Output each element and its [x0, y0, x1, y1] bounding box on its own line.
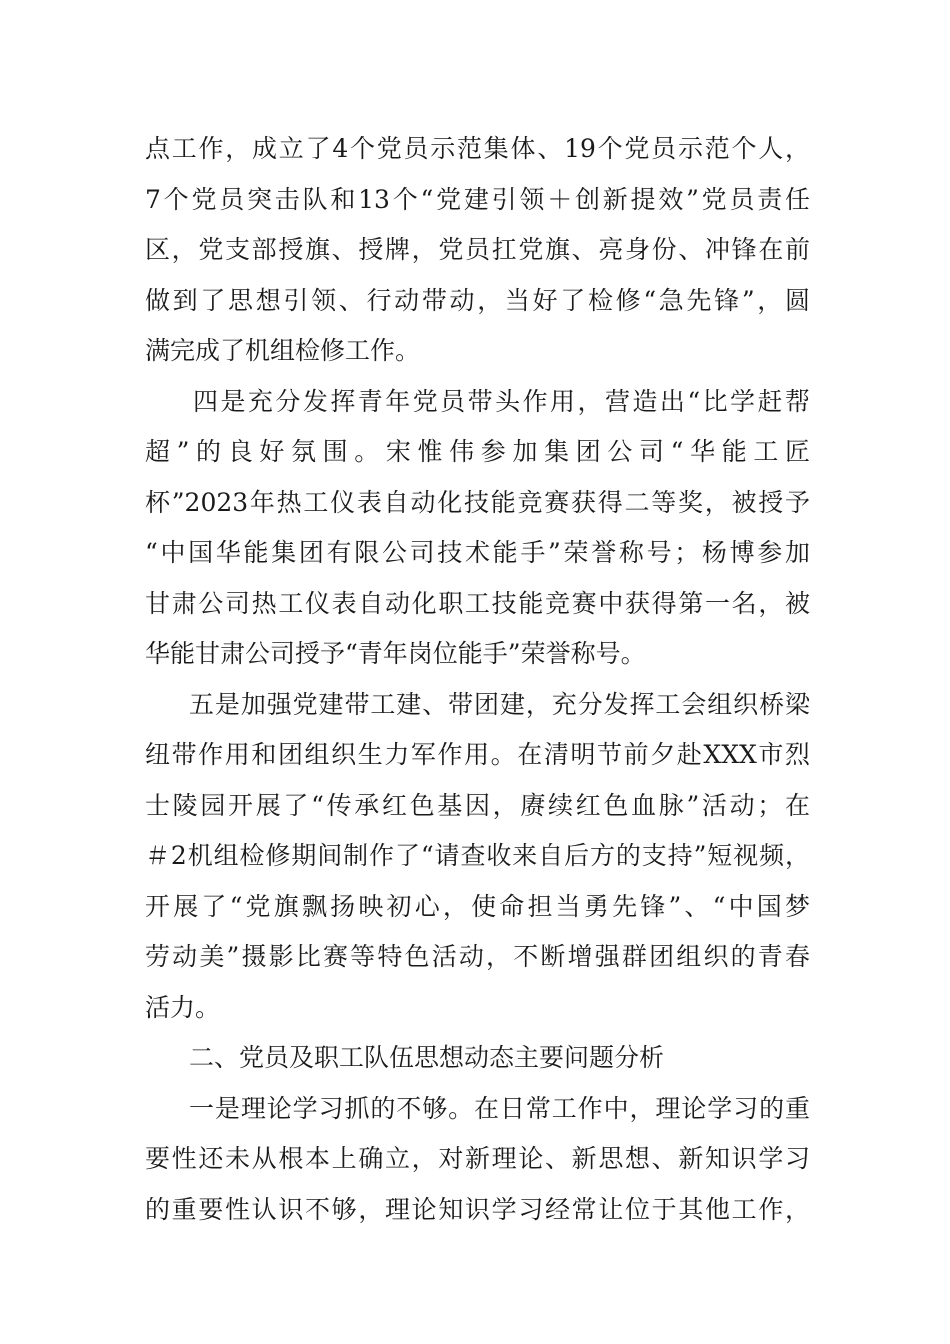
text-line: 7个党员突击队和13个“党建引领＋创新提效”党员责任	[145, 184, 810, 214]
text-line: 的重要性认识不够，理论知识学习经常让位于其他工作，	[145, 1194, 810, 1224]
paragraph-start-line: 五是加强党建带工建、带团建，充分发挥工会组织桥梁	[189, 689, 810, 719]
text-line: 杯”2023年热工仪表自动化技能竞赛获得二等奖，被授予	[145, 487, 810, 517]
text-line: 纽带作用和团组织生力军作用。在清明节前夕赴XXX市烈	[145, 740, 810, 769]
text-line: 华能甘肃公司授予“青年岗位能手”荣誉称号。	[145, 639, 646, 668]
text-line: “中国华能集团有限公司技术能手”荣誉称号；杨博参加	[145, 538, 810, 567]
text-line: 做到了思想引领、行动带动，当好了检修“急先锋”，圆	[145, 285, 810, 315]
text-line: 开展了“党旗飘扬映初心，使命担当勇先锋”、“中国梦	[145, 891, 810, 921]
text-line: 满完成了机组检修工作。	[145, 336, 421, 365]
text-line: 甘肃公司热工仪表自动化职工技能竞赛中获得第一名，被	[145, 588, 810, 618]
paragraph-start-line: 四是充分发挥青年党员带头作用，营造出“比学赶帮	[193, 386, 810, 416]
text-line: 要性还未从根本上确立，对新理论、新思想、新知识学习	[145, 1144, 810, 1173]
text-line: 劳动美”摄影比赛等特色活动，不断增强群团组织的青春	[145, 942, 810, 971]
text-line: 区，党支部授旗、授牌，党员扛党旗、亮身份、冲锋在前	[145, 235, 810, 264]
document-body	[145, 124, 810, 1235]
paragraph-start-line: 一是理论学习抓的不够。在日常工作中，理论学习的重	[189, 1093, 810, 1123]
text-line: 点工作，成立了4个党员示范集体、19个党员示范个人，	[145, 134, 810, 163]
text-line: 超”的良好氛围。宋惟伟参加集团公司“华能工匠	[145, 437, 810, 466]
section-heading: 二、党员及职工队伍思想动态主要问题分析	[189, 1043, 665, 1072]
text-line: ＃2机组检修期间制作了“请查收来自后方的支持”短视频，	[145, 841, 810, 870]
text-line: 士陵园开展了“传承红色基因，赓续红色血脉”活动；在	[145, 790, 810, 820]
text-line: 活力。	[145, 992, 221, 1022]
